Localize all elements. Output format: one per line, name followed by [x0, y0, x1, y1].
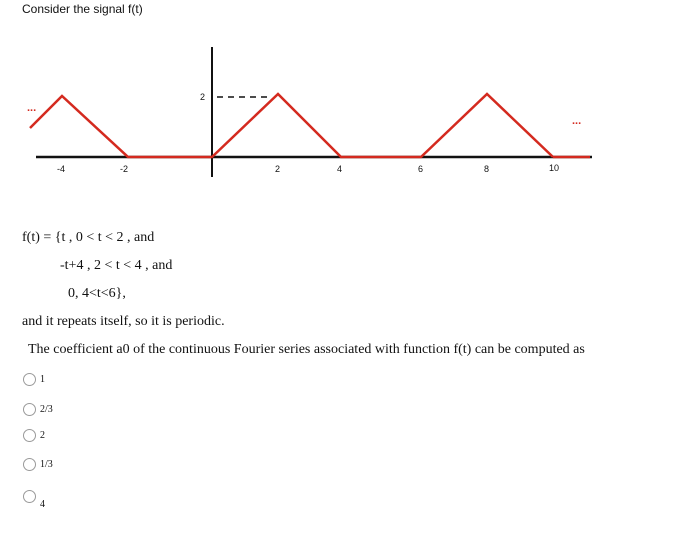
y-tick-label: 2 — [200, 92, 206, 102]
ellipsis-left: ... — [27, 102, 37, 114]
signal-waveform — [30, 94, 553, 157]
definition-line-1: f(t) = {t , 0 < t < 2 , and — [22, 230, 155, 245]
definition-line-3: 0, 4<t<6}, — [68, 286, 126, 301]
x-tick-label: 2 — [275, 164, 281, 174]
question-text: The coefficient a0 of the continuous Fourier series associated with function f(t) can be computed as — [28, 342, 585, 357]
x-tick-label: 4 — [337, 164, 343, 174]
radio-option-2[interactable] — [23, 429, 36, 442]
radio-option-1-3[interactable] — [23, 458, 36, 471]
option-2-3[interactable] — [23, 403, 53, 416]
intro-text: Consider the signal f(t) — [22, 2, 143, 16]
option-label: 1/3 — [40, 459, 53, 470]
x-tick-label: 10 — [549, 163, 560, 173]
option-4[interactable] — [23, 490, 45, 510]
definition-line-2: -t+4 , 2 < t < 4 , and — [60, 258, 173, 273]
x-tick-label: -4 — [57, 164, 66, 174]
ellipsis-right: ... — [572, 115, 582, 127]
option-1[interactable] — [23, 373, 45, 386]
radio-option-2-3[interactable] — [23, 403, 36, 416]
radio-option-4[interactable] — [23, 490, 36, 503]
option-label: 1 — [40, 374, 45, 385]
x-tick-label: 8 — [484, 164, 490, 174]
option-label: 2 — [40, 430, 45, 441]
option-2[interactable] — [23, 429, 45, 442]
radio-option-1[interactable] — [23, 373, 36, 386]
x-tick-label: -2 — [120, 164, 129, 174]
option-1-3[interactable] — [23, 458, 53, 471]
option-label: 2/3 — [40, 404, 53, 415]
signal-graph — [0, 0, 700, 200]
periodic-note: and it repeats itself, so it is periodic. — [22, 314, 225, 329]
option-label: 4 — [40, 499, 45, 510]
x-tick-label: 6 — [418, 164, 424, 174]
